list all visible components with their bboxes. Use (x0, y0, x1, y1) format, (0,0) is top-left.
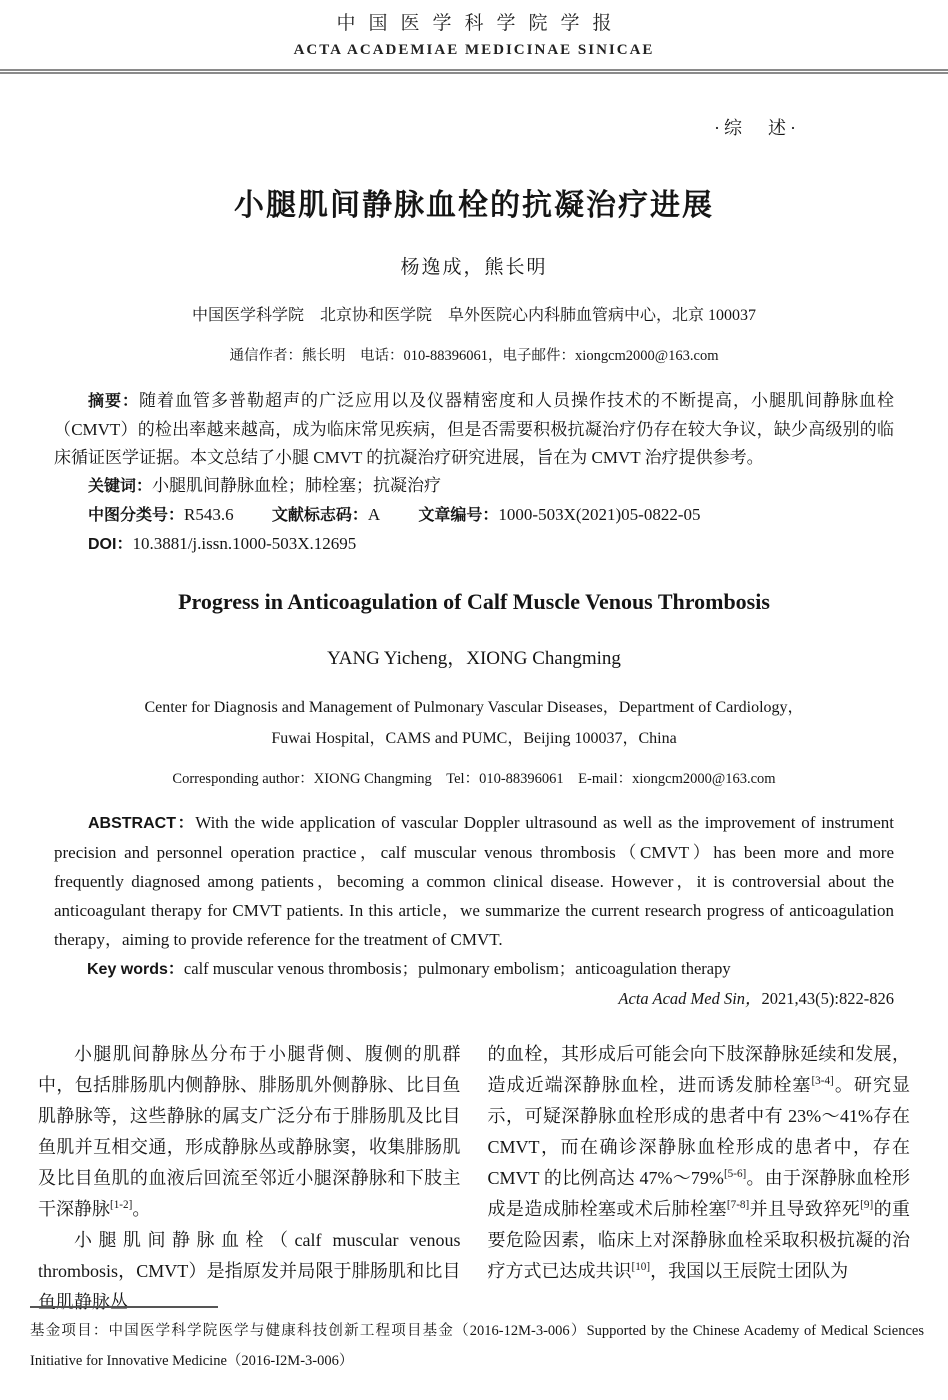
keywords-en-text: calf muscular venous thrombosis；pulmonary embolism；anticoagulation therapy (183, 959, 731, 978)
correspondence-cn: 通信作者：熊长明 电话：010-88396061，电子邮件：xiongcm2000@163.com (229, 348, 719, 364)
abstract-cn-text: 随着血管多普勒超声的广泛应用以及仪器精密度和人员操作技术的不断提高，小腿肌间静脉血栓（CMVT）的检出率越来越高，成为临床常见疾病，但是否需要积极抗凝治疗仍存在较大争议，缺少高级别的临床循证医学证据。本文总结了小腿 CMVT 的抗凝治疗研究进展，旨在为 CMVT 治疗提供参考。 (54, 391, 894, 467)
body-paragraph: 小腿肌间静脉丛分布于小腿背侧、腹侧的肌群中，包括腓肠肌内侧静脉、腓肠肌外侧静脉、比目鱼肌静脉等，这些静脉的属支广泛分布于腓肠肌及比目鱼肌并互相交通，形成静脉丛或静脉窦，收集腓肠肌及比目鱼肌的血液后回流至邻近小腿深静脉和下肢主干深静脉[1-2]。 (38, 1044, 461, 1219)
doi-value: 10.3881/j.issn.1000-503X.12695 (132, 534, 357, 553)
citation-volume-pages: 2021,43(5):822-826 (761, 989, 894, 1008)
article-affiliation-cn: 中国医学科学院 北京协和医学院 阜外医院心内科肺血管病中心，北京 100037 (191, 307, 756, 324)
abstract-en-label: ABSTRACT： (88, 815, 196, 832)
document-code: 文献标志码：A (271, 505, 381, 524)
article-authors-en: YANG Yicheng，XIONG Changming (327, 648, 621, 669)
journal-name-en: ACTA ACADEMIAE MEDICINAE SINICAE (293, 42, 655, 58)
doi-line (54, 530, 894, 559)
body-paragraph: 小腿肌间静脉血栓（calf muscular venous thrombosis，CMVT）是指原发并局限于腓肠肌和比目鱼肌静脉丛 (38, 1230, 461, 1312)
body-column-right (488, 1039, 911, 1318)
keywords-en-label: Key words： (87, 961, 184, 978)
body-columns (38, 1039, 910, 1318)
article-title-cn: 小腿肌间静脉血栓的抗凝治疗进展 (234, 189, 714, 222)
funding-footnote (30, 1306, 924, 1376)
article-number: 文章编号：1000-503X(2021)05-0822-05 (418, 505, 701, 524)
abstract-cn (54, 387, 894, 472)
keywords-en (54, 954, 894, 984)
abstract-en-text: With the wide application of vascular Doppler ultrasound as well as the improvement of instrument precision and personnel operation practice，calf muscular venous thrombosis（CMVT）has been more and more frequently diagnosed among patients，becoming a common clinical disease. However，it is controversial about the anticoagulant therapy for CMVT patients. In this article，we summarize the current research progress of anticoagulation therapy，aiming to provide reference for the treatment of CMVT. (54, 813, 895, 949)
article-title-en: Progress in Anticoagulation of Calf Muscle Venous Thrombosis (178, 589, 770, 614)
keywords-cn-label: 关键词： (88, 478, 153, 495)
body-paragraph: 的血栓，其形成后可能会向下肢深静脉延续和发展，造成近端深静脉血栓，进而诱发肺栓塞[3-4]。研究显示，可疑深静脉血栓形成的患者中有 23%～41%存在 CMVT，而在确诊深静脉血栓形成的患者中，存在 CMVT 的比例高达 47%～79%[5-6]。由于深静脉血栓形成是造成肺栓塞或术后肺栓塞[7-8]并且导致猝死[9]的重要危险因素，临床上对深静脉血栓采取积极抗凝的治疗方式已达成共识[10]，我国以王辰院士团队为 (487, 1044, 911, 1281)
header-divider (0, 69, 948, 74)
abstract-en (54, 808, 894, 954)
fund-note-text: 基金项目：中国医学科学院医学与健康科技创新工程项目基金（2016-12M-3-006）Supported by the Chinese Academy of Medical Sciences Initiative for Innovative Medicine（2016-I2M-3-006） (30, 1323, 924, 1369)
article-authors-cn: 杨逸成，熊长明 (400, 257, 548, 278)
doi-label: DOI： (88, 536, 133, 553)
citation-line (54, 985, 894, 1009)
keywords-cn (54, 472, 894, 501)
footnote-divider (30, 1306, 218, 1308)
clc-number: 中图分类号：R543.6 (88, 505, 234, 524)
body-column-left (38, 1039, 461, 1318)
keywords-cn-text: 小腿肌间静脉血栓；肺栓塞；抗凝治疗 (152, 476, 442, 495)
journal-name-cn: 中国医学科学院学报 (336, 13, 625, 34)
article-category: ·综 述· (714, 118, 800, 138)
citation-journal-abbrev: Acta Acad Med Sin， (618, 989, 762, 1008)
affiliation-en-line2: Fuwai Hospital，CAMS and PUMC，Beijing 100037，China (271, 730, 677, 747)
correspondence-en: Corresponding author：XIONG Changming Tel：010-88396061 E-mail：xiongcm2000@163.com (172, 771, 776, 787)
article-affiliation-en (0, 692, 948, 754)
article-meta-line (54, 501, 894, 530)
abstract-cn-label: 摘要： (88, 393, 139, 410)
affiliation-en-line1: Center for Diagnosis and Management of Pulmonary Vascular Diseases，Department of Cardiology， (144, 699, 804, 716)
